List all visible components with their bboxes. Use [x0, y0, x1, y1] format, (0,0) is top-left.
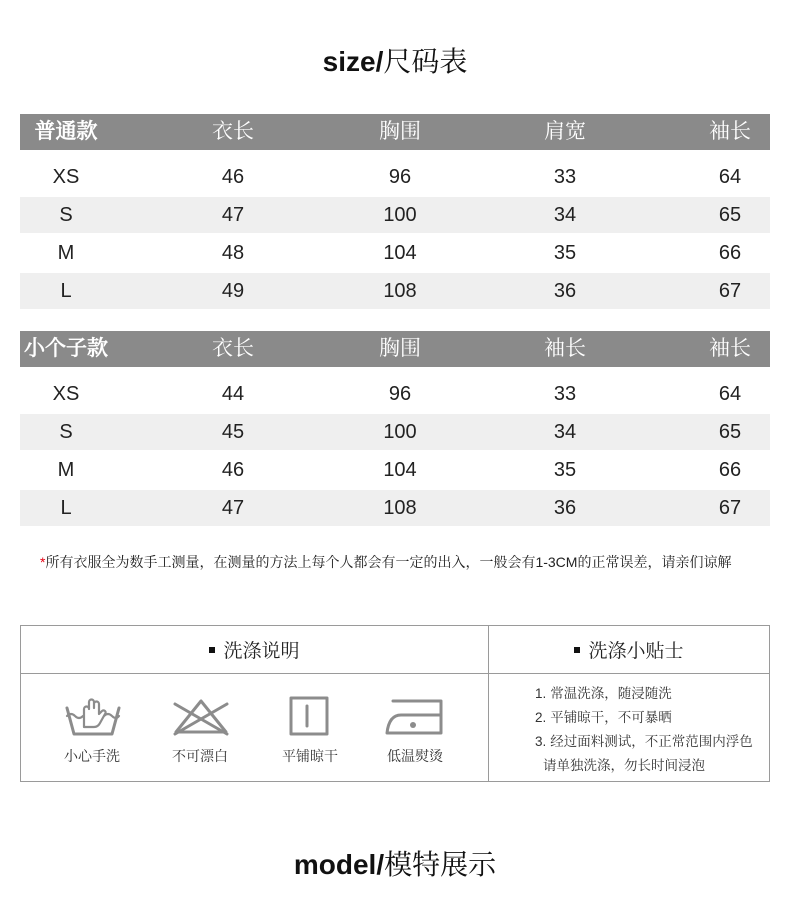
size-title-en: size/ [322, 46, 384, 77]
table-cell: 46 [221, 459, 245, 481]
header-length: 衣长 [212, 120, 254, 143]
table-row [20, 376, 770, 412]
size-title-cn: 尺码表 [383, 46, 468, 77]
size-cell: L [60, 497, 72, 519]
tip-text: 经过面料测试，不正常范围内浮色 [550, 734, 753, 749]
size-cell: L [60, 280, 72, 302]
table-cell: 34 [553, 204, 577, 226]
table-cell: 36 [553, 280, 577, 302]
header-sleeve: 袖长 [709, 337, 751, 360]
wash-tip-continuation [543, 756, 705, 776]
tip-text: 常温洗涤，随浸随洗 [550, 686, 672, 701]
size-cell: XS [52, 166, 80, 188]
table-cell: 48 [221, 242, 245, 264]
table-cell: 44 [221, 383, 245, 405]
table-cell: 49 [221, 280, 245, 302]
table-cell: 67 [718, 280, 742, 302]
size-cell: M [57, 242, 75, 264]
table-cell: 66 [718, 242, 742, 264]
header-style: 普通款 [34, 120, 98, 143]
table-cell: 64 [718, 383, 742, 405]
size-cell: M [57, 459, 75, 481]
header-chest: 胸围 [379, 120, 421, 143]
table-row [20, 490, 770, 526]
table-cell: 108 [383, 497, 417, 519]
table-cell: 96 [388, 383, 412, 405]
table-cell: 67 [718, 497, 742, 519]
size-cell: S [59, 421, 73, 443]
table-row [20, 273, 770, 309]
note-text: 所有衣服全为数手工测量，在测量的方法上每个人都会有一定的出入，一般会有1-3CM的正常误差，请亲们谅解 [45, 554, 732, 570]
table-cell: 108 [383, 280, 417, 302]
wash-tip [535, 708, 672, 728]
header-sleeve: 袖长 [709, 120, 751, 143]
table-cell: 46 [221, 166, 245, 188]
table-cell: 36 [553, 497, 577, 519]
model-title-cn: 模特展示 [384, 849, 497, 880]
bullet-square-icon [209, 647, 215, 653]
regular-size-table-header [20, 114, 770, 150]
tip-text: 请单独洗涤，勿长时间浸泡 [543, 758, 705, 773]
low-temp-iron-label: 低温熨烫 [387, 748, 443, 764]
table-cell: 100 [383, 421, 417, 443]
table-cell: 104 [383, 242, 417, 264]
wash-tip [535, 732, 753, 752]
size-cell: XS [52, 383, 80, 405]
no-bleach-label: 不可漂白 [172, 748, 228, 764]
hand-wash-icon [64, 696, 122, 736]
table-cell: 47 [221, 204, 245, 226]
flat-dry-label: 平铺晾干 [282, 748, 338, 764]
header-style: 小个子款 [24, 337, 108, 360]
size-chart-title [0, 42, 790, 82]
table-cell: 65 [718, 204, 742, 226]
table-cell: 96 [388, 166, 412, 188]
tip-text: 平铺晾干，不可暴晒 [550, 710, 672, 725]
table-cell: 47 [221, 497, 245, 519]
header-shoulder: 肩宽 [544, 120, 586, 143]
tip-number: 3. [535, 734, 547, 749]
table-cell: 104 [383, 459, 417, 481]
tip-number: 1. [535, 686, 547, 701]
table-cell: 35 [553, 459, 577, 481]
header-sleeve: 袖长 [544, 337, 586, 360]
header-length: 衣长 [212, 337, 254, 360]
model-section-title [0, 845, 790, 885]
flat-dry-icon [289, 696, 329, 736]
no-bleach-icon [171, 696, 231, 736]
wash-instructions-title: 洗涤说明 [223, 641, 300, 662]
model-title-en: model/ [293, 849, 385, 880]
table-row [20, 159, 770, 195]
table-cell: 33 [553, 166, 577, 188]
header-chest: 胸围 [379, 337, 421, 360]
panel-divider [21, 673, 769, 674]
table-row [20, 414, 770, 450]
table-cell: 45 [221, 421, 245, 443]
measurement-note [40, 553, 731, 571]
tip-number: 2. [535, 710, 547, 725]
wash-tips-heading [489, 626, 769, 673]
note-asterisk: * [40, 554, 46, 570]
table-cell: 66 [718, 459, 742, 481]
wash-tip [535, 684, 672, 704]
wash-instructions-heading [21, 626, 488, 673]
size-cell: S [59, 204, 73, 226]
table-row [20, 197, 770, 233]
washing-care-panel [20, 625, 770, 782]
table-cell: 33 [553, 383, 577, 405]
table-cell: 65 [718, 421, 742, 443]
petite-size-table-header [20, 331, 770, 367]
hand-wash-label: 小心手洗 [64, 748, 120, 764]
table-row [20, 452, 770, 488]
bullet-square-icon [574, 647, 580, 653]
table-cell: 64 [718, 166, 742, 188]
table-cell: 34 [553, 421, 577, 443]
table-cell: 35 [553, 242, 577, 264]
wash-tips-title: 洗涤小贴士 [588, 641, 684, 662]
low-temp-iron-icon [383, 696, 447, 736]
table-row [20, 235, 770, 271]
table-cell: 100 [383, 204, 417, 226]
